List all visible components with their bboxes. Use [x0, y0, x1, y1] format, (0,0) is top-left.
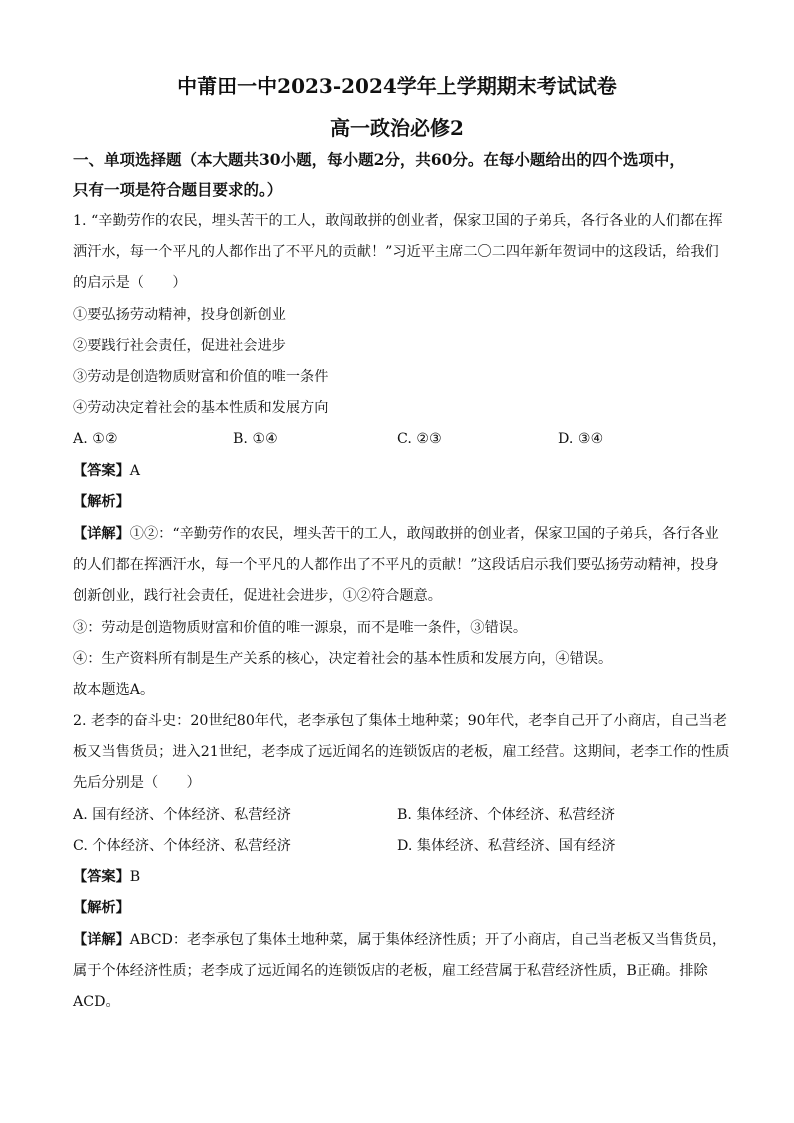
q2-detail-line: 属于个体经济性质；老李成了远近闻名的连锁饭店的老板，雇工经营属于私营经济性质，B正确。排除: [73, 963, 708, 979]
q1-detail-line: 的人们都在挥洒汗水，每一个平凡的人都作出了不平凡的贡献！”这段话启示我们要弘扬劳动精神，投身: [73, 557, 719, 573]
q2-option-c: C. 个体经济、个体经济、私营经济: [73, 838, 291, 854]
exam-subtitle: 高一政治必修2: [330, 116, 464, 140]
detail-text: ABCD：老李承包了集体土地种菜，属于集体经济性质；开了小商店，自己当老板又当售货员，: [129, 932, 727, 948]
analysis-tag: 【解析】: [73, 900, 130, 916]
q1-option-d: D. ③④: [558, 431, 604, 447]
analysis-tag: 【解析】: [73, 494, 130, 510]
q2-option-b: B. 集体经济、个体经济、私营经济: [397, 807, 616, 823]
q1-detail-line: 创新创业，践行社会责任，促进社会进步，①②符合题意。: [73, 588, 442, 604]
q2-detail-line: [73, 930, 727, 950]
q1-statement: ③劳动是创造物质财富和价值的唯一条件: [73, 369, 329, 385]
q2-stem-line: 板又当售货员；进入21世纪，老李成了远近闻名的连锁饭店的老板，雇工经营。这期间，老李工作的性质: [73, 744, 730, 760]
answer-value: A: [129, 463, 141, 479]
q1-option-a: A. ①②: [73, 431, 118, 447]
q1-stem-line: 1. “辛勤劳作的农民，埋头苦干的工人，敢闯敢拼的创业者，保家卫国的子弟兵，各行各业的人们都在挥: [73, 213, 723, 229]
detail-tag: 【详解】: [73, 526, 130, 542]
q1-statement: ④劳动决定着社会的基本性质和发展方向: [73, 400, 329, 416]
section-heading-line1: 一、单项选择题（本大题共30小题，每小题2分，共60分。在每小题给出的四个选项中，: [73, 150, 685, 169]
q1-detail-line: ④：生产资料所有制是生产关系的核心，决定着社会的基本性质和发展方向，④错误。: [73, 651, 613, 667]
detail-text: ①②：“辛勤劳作的农民，埋头苦干的工人，敢闯敢拼的创业者，保家卫国的子弟兵，各行各业: [129, 526, 719, 542]
q2-option-a: A. 国有经济、个体经济、私营经济: [73, 807, 291, 823]
q1-detail-line: ③：劳动是创造物质财富和价值的唯一源泉，而不是唯一条件，③错误。: [73, 620, 528, 636]
q1-option-b: B. ①④: [233, 431, 278, 447]
q1-analysis-tag: [73, 492, 723, 512]
section-heading-line2: 只有一项是符合题目要求的。）: [73, 180, 283, 199]
q1-detail-line: 故本题选A。: [73, 682, 155, 698]
answer-tag: 【答案】: [73, 869, 130, 885]
q2-stem-line: 先后分别是（ ）: [73, 775, 201, 791]
answer-tag: 【答案】: [73, 463, 130, 479]
q2-detail-line: ACD。: [73, 994, 120, 1010]
detail-tag: 【详解】: [73, 932, 130, 948]
q2-analysis-tag: [73, 898, 723, 918]
q2-option-d: D. 集体经济、私营经济、国有经济: [397, 838, 616, 854]
q1-statement: ①要弘扬劳动精神，投身创新创业: [73, 307, 286, 323]
q1-answer: [73, 461, 723, 481]
q1-option-c: C. ②③: [397, 431, 442, 447]
q1-stem-line: 的启示是（ ）: [73, 275, 187, 291]
q1-detail-line: [73, 524, 723, 544]
q1-statement: ②要践行社会责任，促进社会进步: [73, 338, 286, 354]
answer-value: B: [129, 869, 141, 885]
exam-title: 中莆田一中2023-2024学年上学期期末考试试卷: [177, 74, 617, 98]
q2-stem-line: 2. 老李的奋斗史：20世纪80年代，老李承包了集体土地种菜；90年代，老李自己开了小商店，自己当老: [73, 713, 727, 729]
q1-stem-line: 洒汗水，每一个平凡的人都作出了不平凡的贡献！”习近平主席二〇二四年新年贺词中的这段话，给我们: [73, 244, 719, 260]
q2-answer: [73, 867, 723, 887]
